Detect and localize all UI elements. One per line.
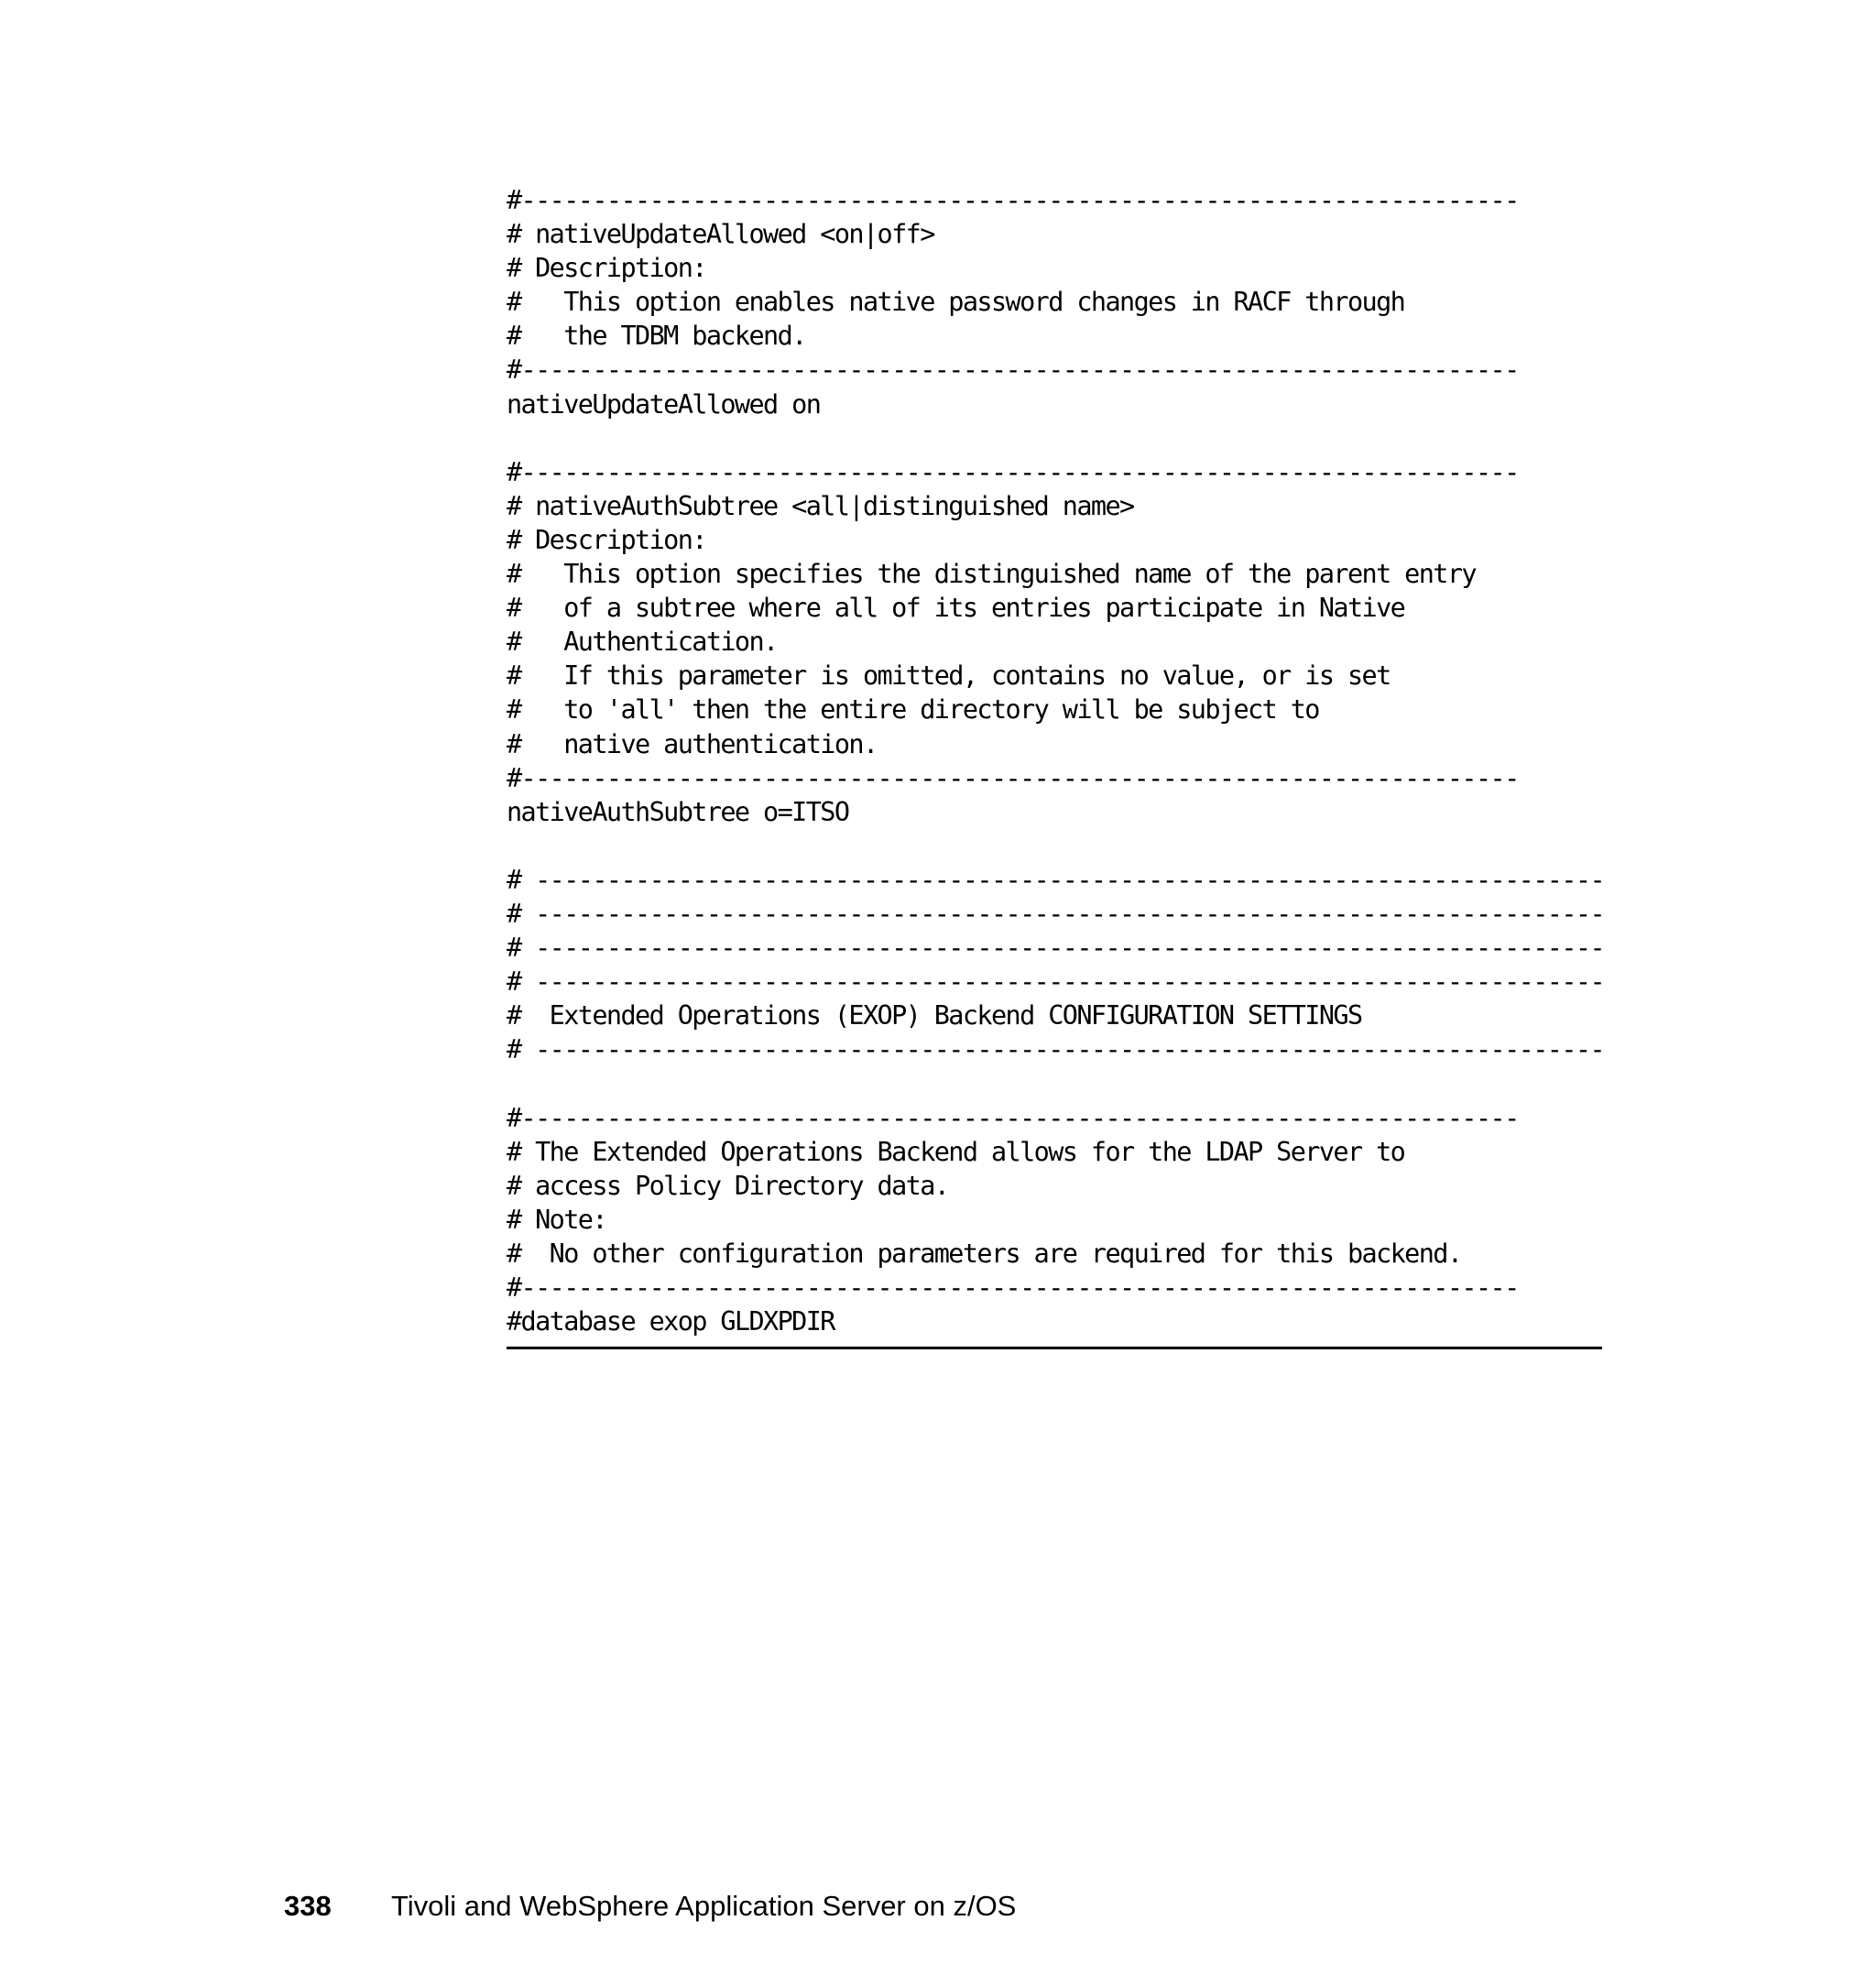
code-line: #database exop GLDXPDIR — [507, 1306, 834, 1337]
code-line: # nativeUpdateAllowed <on|off> — [507, 219, 934, 250]
code-line: #---------------------------------------------------------------------- — [507, 185, 1519, 215]
code-line: # The Extended Operations Backend allows for the LDAP Server to — [507, 1136, 1405, 1167]
code-line: # --------------------------------------------------------------------------- — [507, 1034, 1605, 1065]
code-block-bottom-rule — [507, 1347, 1602, 1349]
code-line: # This option specifies the distinguished name of the parent entry — [507, 559, 1476, 590]
code-line: # Extended Operations (EXOP) Backend CONFIGURATION SETTINGS — [507, 1000, 1362, 1031]
code-line: #---------------------------------------------------------------------- — [507, 355, 1519, 386]
code-line: #---------------------------------------------------------------------- — [507, 456, 1519, 487]
code-line: # access Policy Directory data. — [507, 1170, 949, 1201]
code-line: # Authentication. — [507, 627, 778, 658]
code-line: # Note: — [507, 1204, 606, 1235]
code-line: #---------------------------------------------------------------------- — [507, 1272, 1519, 1303]
code-line: #---------------------------------------------------------------------- — [507, 762, 1519, 793]
code-line: #---------------------------------------------------------------------- — [507, 1102, 1519, 1133]
code-line: # --------------------------------------------------------------------------- — [507, 933, 1605, 964]
code-line: # --------------------------------------------------------------------------- — [507, 898, 1605, 929]
code-line: # the TDBM backend. — [507, 321, 806, 352]
code-line: # Description: — [507, 253, 706, 284]
code-line: # If this parameter is omitted, contains no value, or is set — [507, 660, 1391, 692]
code-line: # --------------------------------------------------------------------------- — [507, 864, 1605, 895]
code-line — [507, 1066, 1606, 1100]
code-line — [507, 421, 1606, 455]
code-line: # Description: — [507, 524, 706, 555]
code-line: # No other configuration parameters are required for this backend. — [507, 1238, 1462, 1269]
code-line: # --------------------------------------------------------------------------- — [507, 966, 1605, 998]
code-line: # nativeAuthSubtree <all|distinguished name> — [507, 490, 1134, 521]
book-title: Tivoli and WebSphere Application Server on z/OS — [391, 1890, 1017, 1922]
code-line — [507, 829, 1606, 863]
code-block — [507, 183, 1606, 1338]
page-footer — [284, 1890, 1016, 1926]
code-line: # This option enables native password changes in RACF through — [507, 287, 1405, 318]
code-line: # to 'all' then the entire directory will be subject to — [507, 694, 1319, 726]
code-line: nativeUpdateAllowed on — [507, 388, 821, 420]
code-line: # of a subtree where all of its entries participate in Native — [507, 593, 1405, 624]
code-line: nativeAuthSubtree o=ITSO — [507, 796, 849, 827]
code-line: # native authentication. — [507, 728, 878, 759]
page-number: 338 — [284, 1890, 332, 1922]
